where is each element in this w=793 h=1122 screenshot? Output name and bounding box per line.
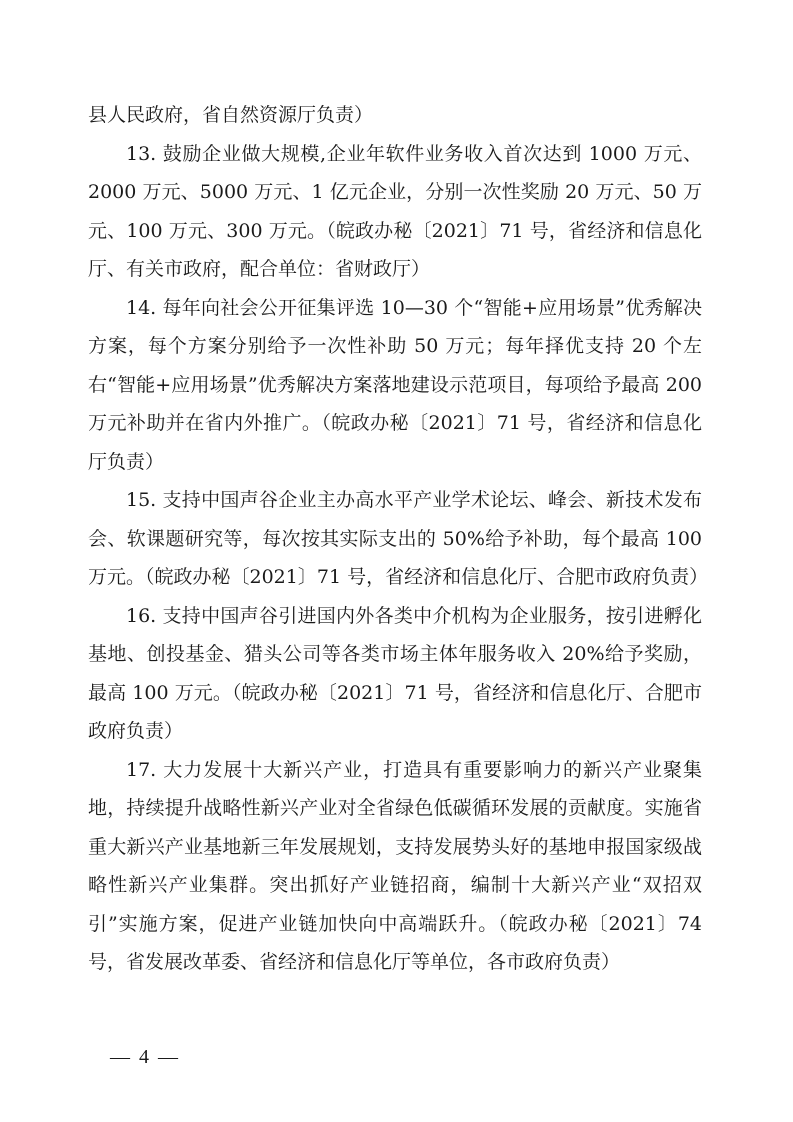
document-body — [88, 96, 709, 982]
page-number: — 4 — — [110, 1046, 180, 1068]
paragraph-item-17: 17. 大力发展十大新兴产业，打造具有重要影响力的新兴产业聚集地，持续提升战略性新兴产业对全省绿色低碳循环发展的贡献度。实施省重大新兴产业基地新三年发展规划，支持发展势头好的基地申报国家级战略性新兴产业集群。突出抓好产业链招商，编制十大新兴产业“双招双引”实施方案，促进产业链加快向中高端跃升。（皖政办秘〔2021〕74 号，省发展改革委、省经济和信息化厅等单位，各市政府负责） — [88, 758, 702, 973]
paragraph-item-13: 13. 鼓励企业做大规模,企业年软件业务收入首次达到 1000 万元、2000 万元、5000 万元、1 亿元企业，分别一次性奖励 20 万元、50 万元、100 万元、300 万元。（皖政办秘〔2021〕71 号，省经济和信息化厅、有关市政府，配合单位：省财政厅） — [88, 142, 702, 280]
paragraph-continuation: 县人民政府，省自然资源厅负责） — [88, 104, 374, 126]
paragraph-item-14: 14. 每年向社会公开征集评选 10—30 个“智能+应用场景”优秀解决方案，每个方案分别给予一次性补助 50 万元；每年择优支持 20 个左右“智能+应用场景”优秀解决方案落地建设示范项目，每项给予最高 200 万元补助并在省内外推广。（皖政办秘〔2021〕71 号，省经济和信息化厅负责） — [88, 296, 702, 473]
paragraph-item-15: 15. 支持中国声谷企业主办高水平产业学术论坛、峰会、新技术发布会、软课题研究等，每次按其实际支出的 50%给予补助，每个最高 100 万元。（皖政办秘〔2021〕71 号，省经济和信息化厅、合肥市政府负责） — [88, 489, 709, 588]
paragraph-item-16: 16. 支持中国声谷引进国内外各类中介机构为企业服务，按引进孵化基地、创投基金、猎头公司等各类市场主体年服务收入 20%给予奖励，最高 100 万元。（皖政办秘〔2021〕71 号，省经济和信息化厅、合肥市政府负责） — [88, 604, 702, 742]
